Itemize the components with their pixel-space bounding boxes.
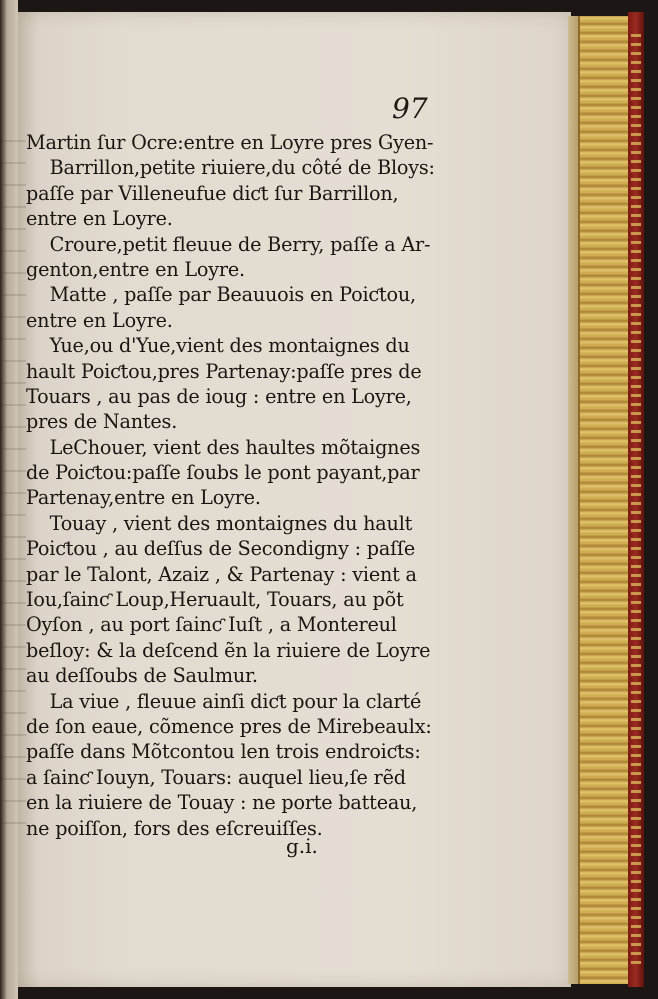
- text-line: LeChouer, vient des haultes mõtaignes: [26, 435, 421, 459]
- text-line: entre en Loyre.: [26, 308, 173, 332]
- text-line: entre en Loyre.: [26, 207, 173, 231]
- page-number: 97: [392, 92, 428, 125]
- text-line: pres de Nantes.: [26, 410, 178, 434]
- text-line: genton,entre en Loyre.: [26, 257, 245, 281]
- signature-mark: g.i.: [286, 834, 318, 858]
- text-line: Partenay,entre en Loyre.: [26, 486, 261, 510]
- text-line: de Poiƈtou:paſſe ſoubs le pont payant,par: [26, 461, 420, 485]
- text-line: a ſainƈ Iouyn, Touars: auquel lieu,ſe rẽd: [26, 765, 406, 789]
- text-line: paſſe par Villeneufue diƈt ſur Barrillon,: [26, 181, 399, 205]
- text-line: Poiƈtou , au deſſus de Secondigny : paſſe: [26, 537, 416, 561]
- text-line: Oyſon , au port ſainƈ Iuſt , a Montereul: [26, 613, 397, 637]
- gilt-page-edges: [578, 16, 630, 984]
- text-line: Matte , paſſe par Beauuois en Poiƈtou,: [26, 283, 416, 307]
- gilt-decoration: [631, 30, 641, 970]
- text-line: de ſon eaue, cõmence pres de Mirebeaulx:: [26, 714, 432, 738]
- text-line: Barrillon,petite riuiere,du côté de Bloys:: [26, 156, 435, 180]
- body-text: [26, 130, 435, 841]
- text-line: au deſſoubs de Saulmur.: [26, 664, 258, 688]
- text-line: Touay , vient des montaignes du hault: [26, 511, 413, 535]
- text-line: beſloy: & la deſcend ẽn la riuiere de Loyre: [26, 638, 431, 662]
- text-line: hault Poiƈtou,pres Partenay:paſſe pres de: [26, 359, 422, 383]
- text-line: ne poiſſon, fors des eſcreuiſſes.: [26, 816, 323, 840]
- text-line: par le Talont, Azaiz , & Partenay : vient a: [26, 562, 417, 586]
- text-line: Touars , au pas de ioug : entre en Loyre,: [26, 384, 412, 408]
- text-line: Iou,ſainƈ Loup,Heruault, Touars, au põt: [26, 588, 404, 612]
- show-through-marks: [0, 120, 26, 840]
- text-line: en la riuiere de Touay : ne porte batteau,: [26, 791, 418, 815]
- text-line: Martin ſur Ocre:entre en Loyre pres Gyen-: [26, 131, 434, 154]
- text-line: paſſe dans Mõtcontou len trois endroiƈts:: [26, 740, 421, 764]
- text-line: Croure,petit fleuue de Berry, paſſe a Ar-: [26, 232, 431, 256]
- text-line: Yue,ou d'Yue,vient des montaignes du: [26, 334, 410, 358]
- text-line: La viue , fleuue ainſi diƈt pour la clarté: [26, 689, 422, 713]
